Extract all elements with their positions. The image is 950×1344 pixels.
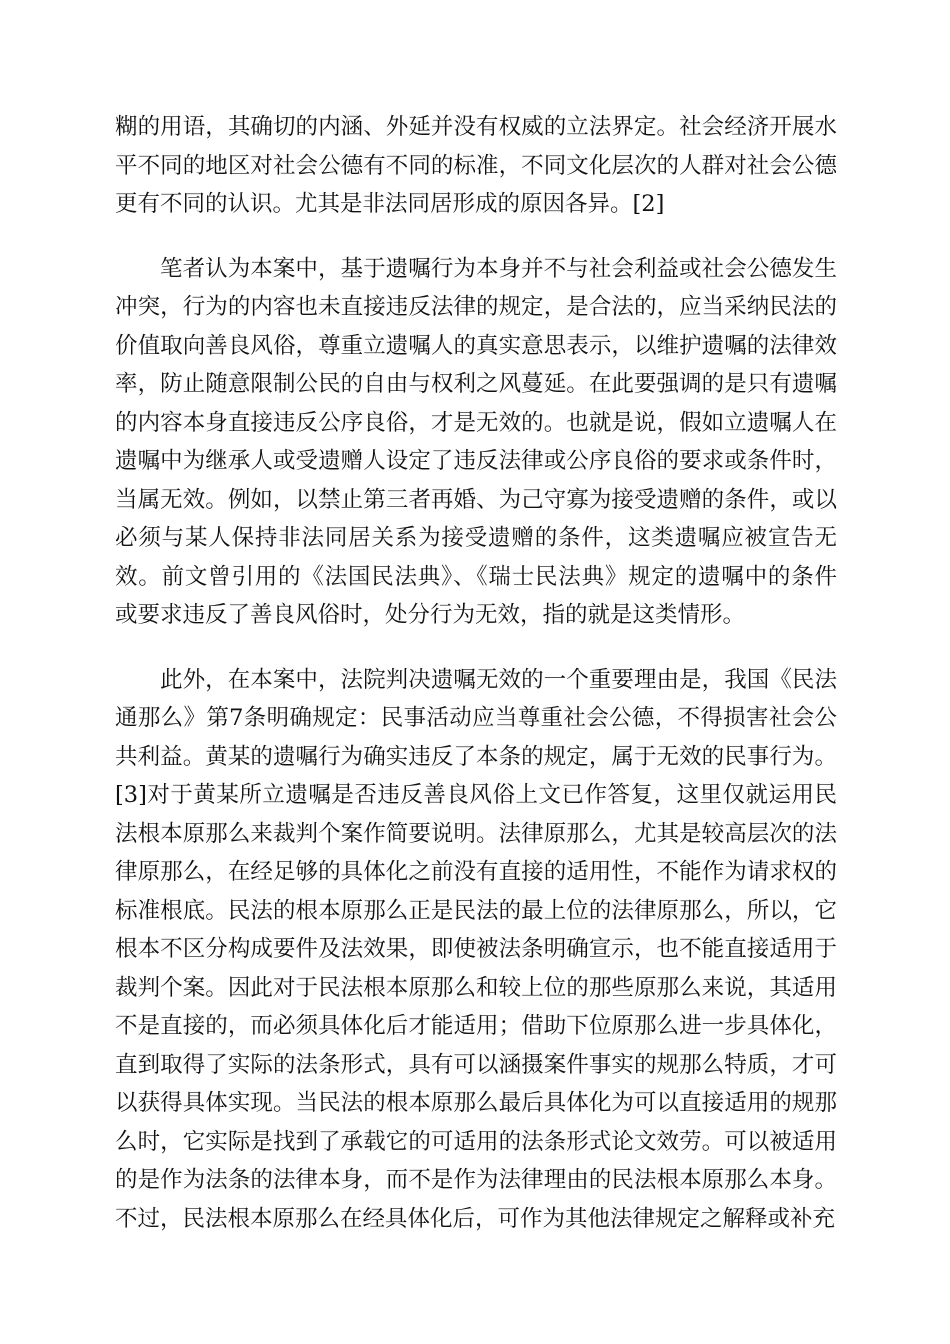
text-line: 此外，在本案中，法院判决遗嘱无效的一个重要理由是，我国《民法 <box>160 666 837 693</box>
text-line: 的是作为法条的法律本身，而不是作为法律理由的民法根本原那么本身。 <box>115 1167 837 1193</box>
text-line: 糊的用语，其确切的内涵、外延并没有权威的立法界定。社会经济开展水 <box>115 114 837 140</box>
text-line: 共利益。黄某的遗嘱行为确实违反了本条的规定，属于无效的民事行为。 <box>115 743 837 770</box>
text-line: 不过，民法根本原那么在经具体化后，可作为其他法律规定之解释或补充 <box>115 1205 836 1232</box>
text-line: 遗嘱中为继承人或受遗赠人设定了违反法律或公序良俗的要求或条件时， <box>115 448 837 474</box>
text-line: 冲突，行为的内容也未直接违反法律的规定，是合法的，应当采纳民法的 <box>115 294 837 320</box>
text-line: 不是直接的，而必须具体化后才能适用；借助下位原那么进一步具体化， <box>115 1013 837 1039</box>
text-line: [3]对于黄某所立遗嘱是否违反善良风俗上文已作答复，这里仅就运用民 <box>115 782 837 808</box>
text-line: 或要求违反了善良风俗时，处分行为无效，指的就是这类情形。 <box>115 602 746 628</box>
text-line: 平不同的地区对社会公德有不同的标准，不同文化层次的人群对社会公德 <box>115 152 837 179</box>
text-line: 必须与某人保持非法同居关系为接受遗赠的条件，这类遗嘱应被宣告无 <box>115 525 837 551</box>
text-line: 根本不区分构成要件及法效果，即使被法条明确宣示，也不能直接适用于 <box>115 936 837 962</box>
text-line: 律原那么，在经足够的具体化之前没有直接的适用性，不能作为请求权的 <box>115 859 837 885</box>
text-line: 通那么》第7条明确规定：民事活动应当尊重社会公德，不得损害社会公 <box>115 705 837 731</box>
paragraph-3 <box>115 661 837 1239</box>
paragraph-2 <box>115 250 837 635</box>
text-line: 以获得具体实现。当民法的根本原那么最后具体化为可以直接适用的规那 <box>115 1090 837 1116</box>
text-line: 价值取向善良风俗，尊重立遗嘱人的真实意思表示，以维护遗嘱的法律效 <box>115 332 837 359</box>
paragraph-1 <box>115 108 837 224</box>
text-line: 更有不同的认识。尤其是非法同居形成的原因各异。[2] <box>115 191 665 217</box>
text-line: 的内容本身直接违反公序良俗，才是无效的。也就是说，假如立遗嘱人在 <box>115 409 837 436</box>
text-line: 标准根底。民法的根本原那么正是民法的最上位的法律原那么，所以，它 <box>115 897 837 924</box>
text-line: 么时，它实际是找到了承载它的可适用的法条形式论文效劳。可以被适用 <box>115 1128 837 1155</box>
text-line: 裁判个案。因此对于民法根本原那么和较上位的那些原那么来说，其适用 <box>115 974 837 1001</box>
text-line: 法根本原那么来裁判个案作简要说明。法律原那么，尤其是较高层次的法 <box>115 820 837 847</box>
text-line: 当属无效。例如，以禁止第三者再婚、为己守寡为接受遗赠的条件，或以 <box>115 486 837 513</box>
text-line: 率，防止随意限制公民的自由与权利之风蔓延。在此要强调的是只有遗嘱 <box>115 371 837 397</box>
text-line: 笔者认为本案中，基于遗嘱行为本身并不与社会利益或社会公德发生 <box>160 255 837 282</box>
text-line: 直到取得了实际的法条形式，具有可以涵摄案件事实的规那么特质，才可 <box>115 1051 837 1078</box>
document-page <box>115 108 837 1264</box>
text-line: 效。前文曾引用的《法国民法典》、《瑞士民法典》规定的遗嘱中的条件 <box>115 563 837 590</box>
